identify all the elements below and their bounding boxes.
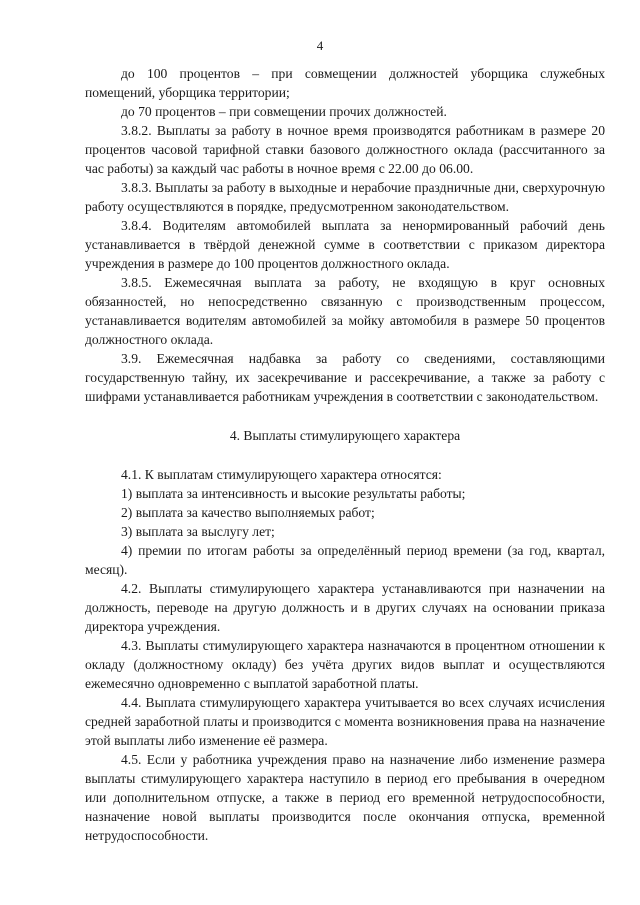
paragraph-3-8-5: 3.8.5. Ежемесячная выплата за работу, не входящую в круг основных обязанностей, но непосредственно связанную с производственным процессом, устанавливается водителям автомобилей за мойку автомобиля в размере 50 процентов должностного оклада. <box>85 275 605 347</box>
list-item: 4) премии по итогам работы за определённый период времени (за год, квартал, месяц). <box>85 543 605 577</box>
paragraph-3-9: 3.9. Ежемесячная надбавка за работу со сведениями, составляющими государственную тайну, их засекречивание и рассекречивание, а также за работу с шифрами устанавливается работникам учреждения в соответствии с законодательством. <box>85 351 605 404</box>
paragraph: до 70 процентов – при совмещении прочих должностей. <box>121 104 447 119</box>
paragraph-4-4: 4.4. Выплата стимулирующего характера учитывается во всех случаях исчисления средней заработной платы и производится с момента возникновения права на назначение этой выплаты либо изменение её размера. <box>85 695 605 748</box>
paragraph-4-1: 4.1. К выплатам стимулирующего характера относятся: <box>121 467 442 482</box>
section-heading: 4. Выплаты стимулирующего характера <box>229 428 461 443</box>
paragraph-4-3: 4.3. Выплаты стимулирующего характера назначаются в процентном отношении к окладу (должностному окладу) без учёта других видов выплат и осуществляются ежемесячно одновременно с выплатой заработной платы. <box>85 638 605 691</box>
list-item: 2) выплата за качество выполняемых работ; <box>121 505 375 520</box>
list-item: 1) выплата за интенсивность и высокие результаты работы; <box>121 486 466 501</box>
paragraph-3-8-2: 3.8.2. Выплаты за работу в ночное время производятся работникам в размере 20 процентов часовой тарифной ставки базового должностного оклада (рассчитанного за час работы) за каждый час работы в ночное время с 22.00 до 06.00. <box>85 123 605 176</box>
paragraph-4-5: 4.5. Если у работника учреждения право на назначение либо изменение размера выплаты стимулирующего характера наступило в период его пребывания в очередном или дополнительном отпуске, а также в период его временной нетрудоспособности, назначение новой выплаты производится после окончания отпуска, временной нетрудоспособности. <box>85 752 605 843</box>
list-item: 3) выплата за выслугу лет; <box>121 524 275 539</box>
page-number: 4 <box>316 38 324 53</box>
paragraph: до 100 процентов – при совмещении должностей уборщика служебных помещений, уборщика территории; <box>85 66 605 100</box>
paragraph-3-8-4: 3.8.4. Водителям автомобилей выплата за ненормированный рабочий день устанавливается в твёрдой денежной сумме в соответствии с приказом директора учреждения в размере до 100 процентов должностного оклада. <box>85 218 605 271</box>
document-body <box>85 64 605 845</box>
paragraph-3-8-3: 3.8.3. Выплаты за работу в выходные и нерабочие праздничные дни, сверхурочную работу осуществляются в порядке, предусмотренном законодательством. <box>85 180 605 214</box>
paragraph-4-2: 4.2. Выплаты стимулирующего характера устанавливаются при назначении на должность, переводе на другую должность и в других случаях на основании приказа директора учреждения. <box>85 581 605 634</box>
